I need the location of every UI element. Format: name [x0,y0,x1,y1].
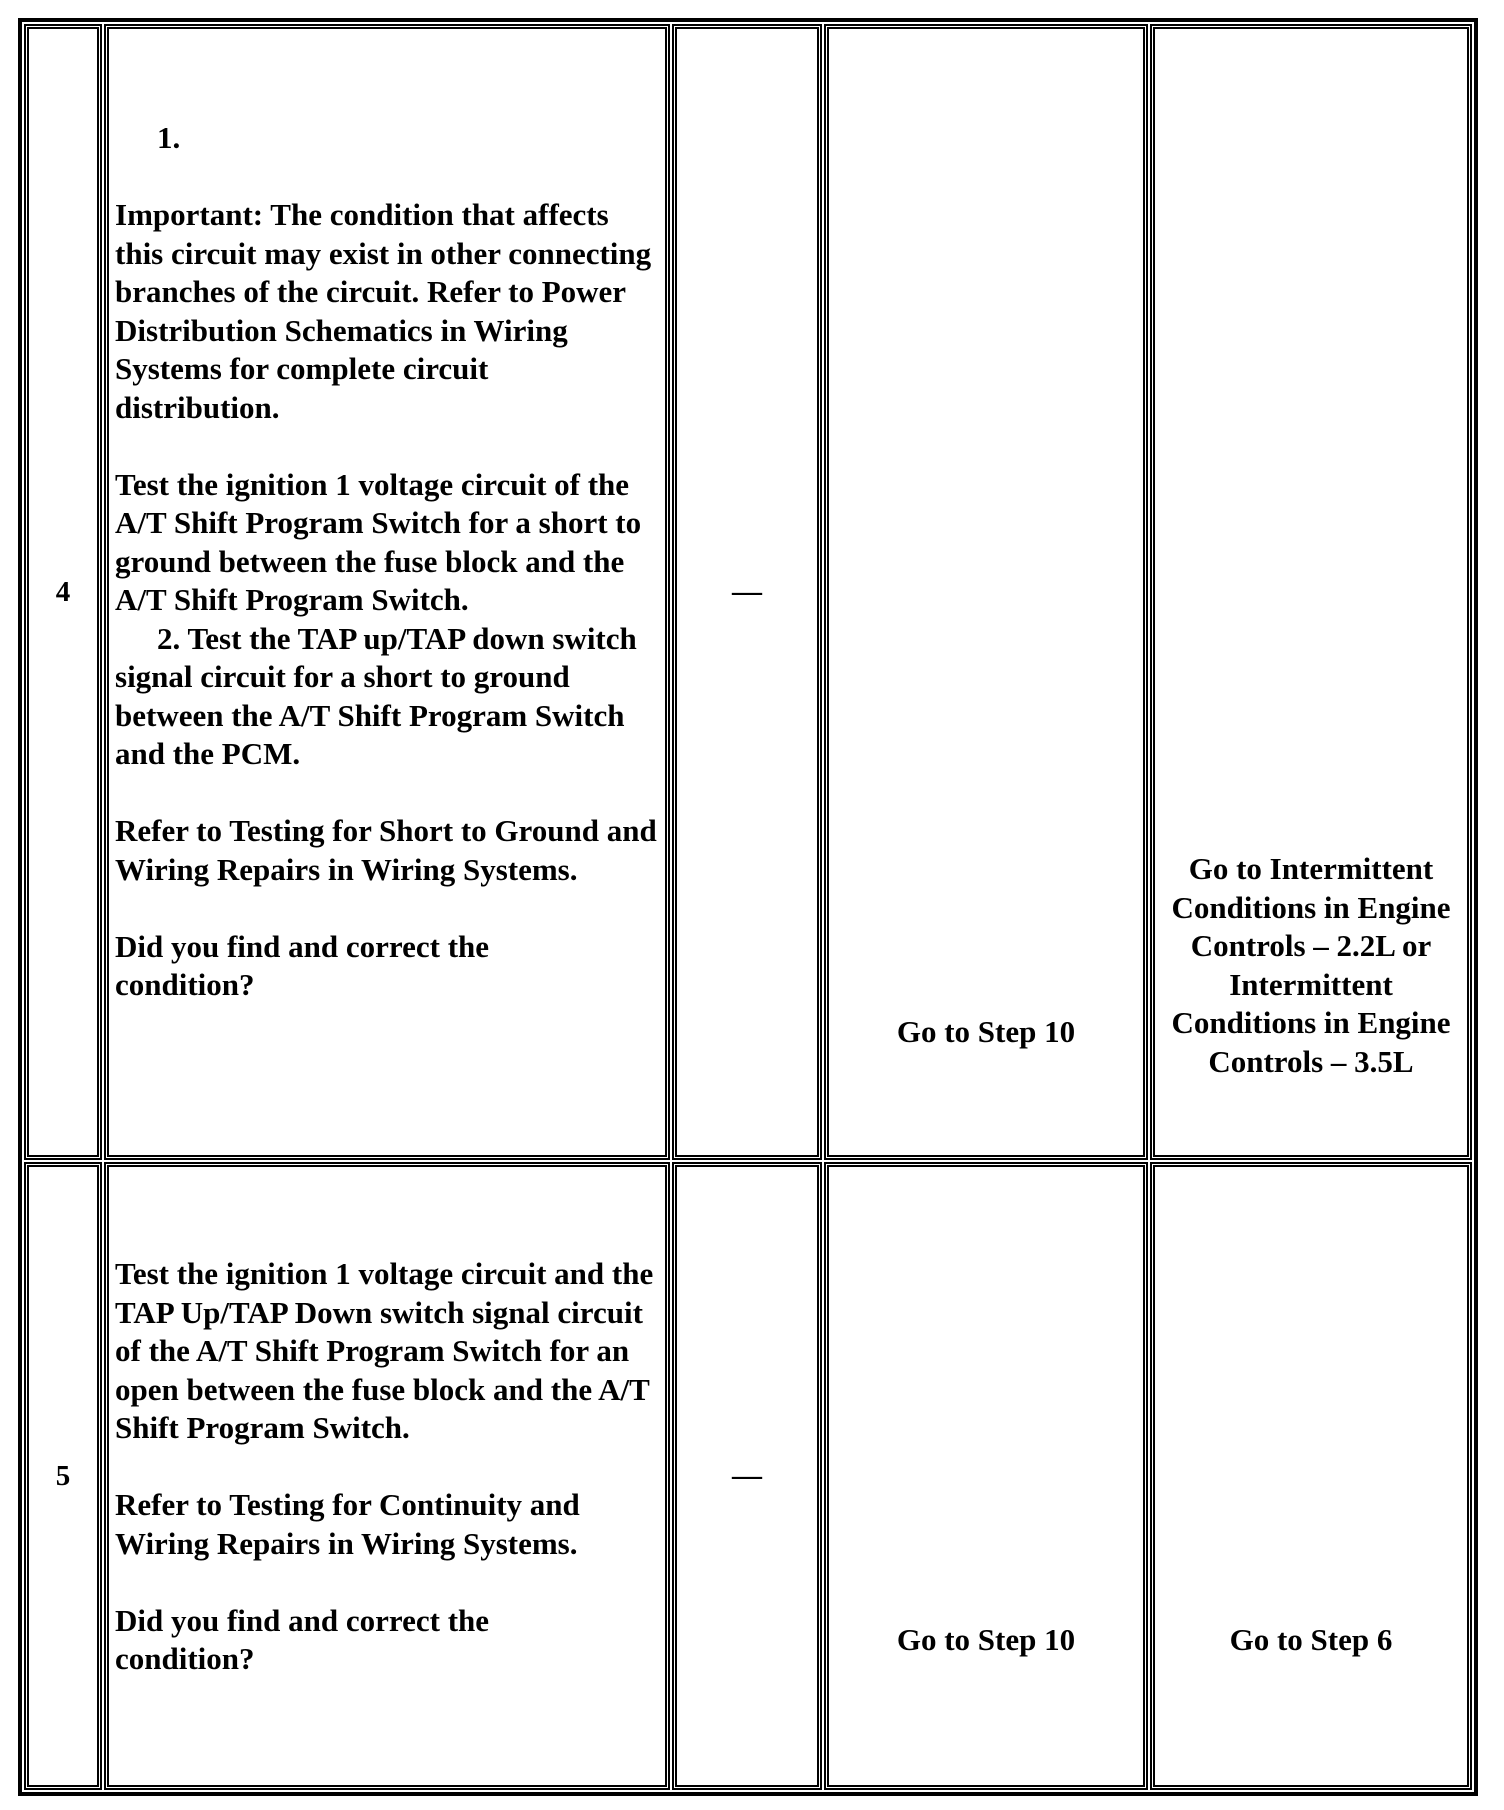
no-result: Go to Step 6 [1229,1621,1393,1657]
step-number: 5 [55,1459,71,1492]
step-cell-4 [24,24,102,1160]
action-cell-4 [104,24,670,1160]
question: Did you find and correct the condition? [115,1602,490,1676]
value-dash: — [732,575,762,608]
refer-instruction: Refer to Testing for Continuity and Wiring Repairs in Wiring Systems. [115,1487,580,1561]
action-text-5 [109,1167,665,1679]
no-result: Go to Intermittent Conditions in Engine Controls – 2.2L or Intermittent Conditions in Engine Controls – 3.5L [1171,851,1451,1079]
question: Did you find and correct the condition? [115,928,490,1002]
yes-cell-4 [824,24,1148,1160]
list-marker-1: 1. [157,120,181,155]
action-text-4 [109,29,665,1005]
list-item-2 [115,620,657,774]
step-cell-5 [24,1162,102,1790]
value-cell-5 [672,1162,822,1790]
refer-instruction: Refer to Testing for Short to Ground and Wiring Repairs in Wiring Systems. [115,813,657,887]
test-instruction-1: Test the ignition 1 voltage circuit of the A/T Shift Program Switch for a short to ground between the fuse block and the A/T Shift Program Switch. [115,466,642,617]
test-instruction: Test the ignition 1 voltage circuit and the TAP Up/TAP Down switch signal circuit of the A/T Shift Program Switch for an open between the fuse block and the A/T Shift Program Switch. [115,1256,654,1445]
yes-result: Go to Step 10 [896,1621,1076,1657]
step-number: 4 [55,575,71,608]
yes-cell-5 [824,1162,1148,1790]
value-dash: — [732,1459,762,1492]
no-cell-4 [1150,24,1472,1160]
important-note: Important: The condition that affects this circuit may exist in other connecting branches of the circuit. Refer to Power Distribution Schematics in Wiring Systems for complete circuit distribution. [115,197,652,425]
action-cell-5 [104,1162,670,1790]
yes-result: Go to Step 10 [896,1013,1076,1049]
value-cell-4 [672,24,822,1160]
list-item-2-text: 2. Test the TAP up/TAP down switch signal circuit for a short to ground between the A/T Shift Program Switch and the PCM. [115,620,637,771]
no-cell-5 [1150,1162,1472,1790]
